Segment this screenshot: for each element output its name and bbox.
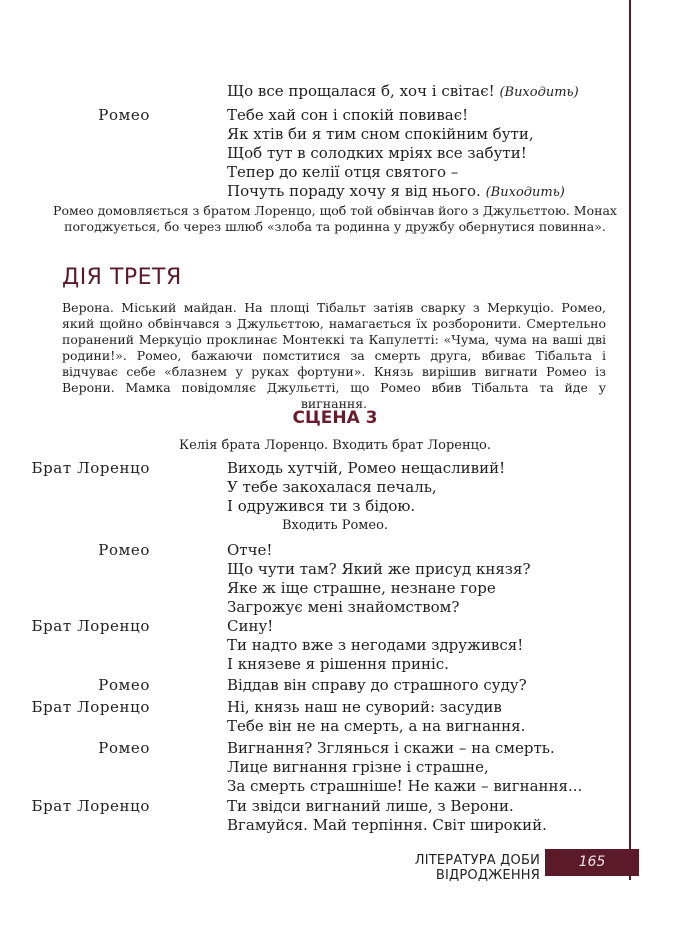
verse-line: Ти звідси вигнаний лише, з Верони. [227, 797, 514, 815]
verse-line: Тепер до келії отця святого – [227, 163, 459, 181]
footer-section-title: ЛІТЕРАТУРА ДОБИ ВІДРОДЖЕННЯ [414, 853, 540, 883]
verse-line: Яке ж іще страшне, незнане горе [227, 579, 496, 597]
verse-line: За смерть страшніше! Не кажи – вигнання... [227, 777, 583, 795]
verse-line: Тебе він не на смерть, а на вигнання. [227, 717, 526, 735]
act-summary: Верона. Міський майдан. На площі Тібальт затіяв сварку з Меркуціо. Ромео, який щойно обвінчався з Джульєттою, намагається їх розборонити. Смертельно поранений Меркуціо проклинає Монтеккі та Капулетті: «Чума, чума на ваші дві родини!». Ромео, бажаючи помститися за смерть друга, вбиває Тібальта і відчуває себе «блазнем у руках фортуни». Князь вирішив вигнати Ромео із Верони. Мамка повідомляє Джульєтті, що Ромео вбив Тібальта та йде у вигнання. [62, 300, 606, 411]
scene-title: СЦЕНА 3 [292, 408, 378, 428]
verse-line: Сину! [227, 617, 274, 635]
verse-line: Тебе хай сон і спокій повиває! [227, 106, 469, 124]
speaker-name: Ромео [98, 739, 150, 757]
scene-stage-direction: Келія брата Лоренцо. Входить брат Лоренцо. [179, 438, 491, 453]
speaker-name: Ромео [98, 106, 150, 124]
verse-line: Лице вигнання грізне і страшне, [227, 758, 489, 776]
enter-stage-direction: Входить Ромео. [281, 518, 389, 533]
speaker-name: Брат Лоренцо [31, 617, 150, 635]
speaker-name: Ромео [98, 541, 150, 559]
verse-line: Що все прощалася б, хоч і світає! (Виходить) [227, 82, 579, 100]
stage-direction: (Виходить) [499, 85, 579, 100]
verse-line: Віддав він справу до страшного суду? [227, 676, 527, 694]
verse-line: Отче! [227, 541, 273, 559]
speaker-name: Брат Лоренцо [31, 459, 150, 477]
verse-line: Почуть пораду хочу я від нього. (Виходить) [227, 182, 565, 200]
synopsis: Ромео домовляється з братом Лоренцо, щоб той обвінчав його з Джульєттою. Монах погоджується, бо через шлюб «злоба та родинна у дружбу обернутися повинна». [53, 203, 617, 234]
speaker-name: Брат Лоренцо [31, 698, 150, 716]
verse-line: І князеве я рішення приніс. [227, 655, 449, 673]
page-number: 165 [578, 854, 606, 870]
verse-line: Щоб тут в солодких мріях все забути! [227, 144, 527, 162]
verse-line: Ні, князь наш не суворий: засудив [227, 698, 502, 716]
verse-line: І одружився ти з бідою. [227, 497, 416, 515]
verse-line: Що чути там? Який же присуд князя? [227, 560, 531, 578]
verse-line: Як хтів би я тим сном спокійним бути, [227, 125, 534, 143]
verse-line: Вигнання? Зглянься і скажи – на смерть. [227, 739, 555, 757]
verse-line: Виходь хутчій, Ромео нещасливий! [227, 459, 506, 477]
stage-direction: (Виходить) [485, 185, 565, 200]
speaker-name: Брат Лоренцо [31, 797, 150, 815]
verse-line: Загрожує мені знайомством? [227, 598, 460, 616]
verse-line: Ти надто вже з негодами здружився! [227, 636, 524, 654]
verse-line: Вгамуйся. Май терпіння. Світ широкий. [227, 816, 547, 834]
speaker-name: Ромео [98, 676, 150, 694]
act-title: ДІЯ ТРЕТЯ [62, 265, 182, 290]
verse-line: У тебе закохалася печаль, [227, 478, 437, 496]
